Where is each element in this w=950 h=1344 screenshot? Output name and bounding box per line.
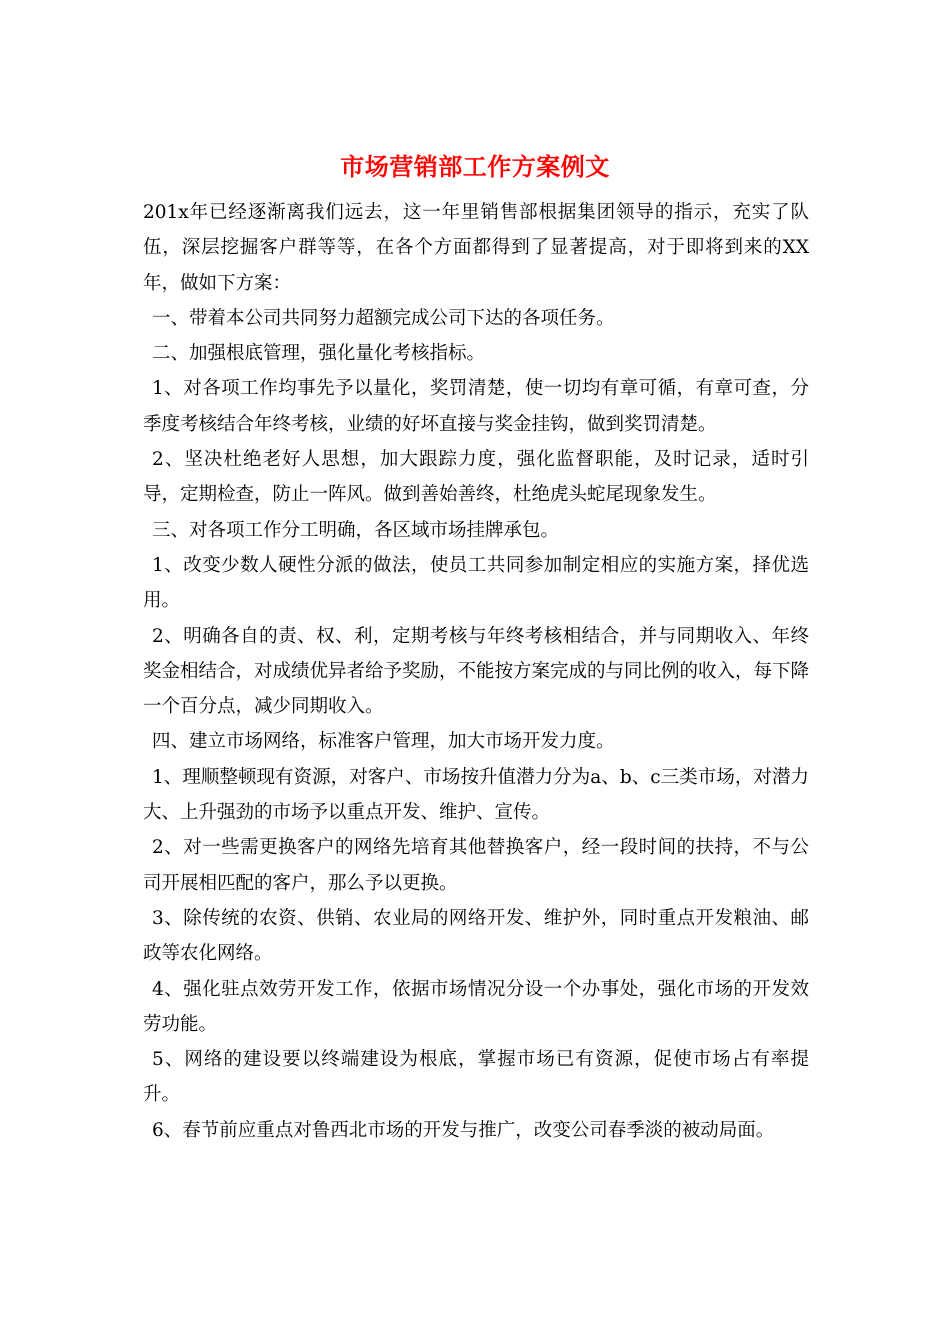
paragraph-item: 5、网络的建设要以终端建设为根底，掌握市场已有资源，促使市场占有率提升。 bbox=[143, 1049, 809, 1106]
paragraph-item: 3、除传统的农资、供销、农业局的网络开发、维护外，同时重点开发粮油、邮政等农化网络。 bbox=[143, 907, 809, 965]
paragraph-item: 4、强化驻点效劳开发工作，依据市场情况分设一个办事处，强化市场的开发效劳功能。 bbox=[143, 978, 809, 1035]
paragraph-intro: 201x年已经逐渐离我们远去，这一年里销售部根据集团领导的指示，充实了队伍，深层挖掘客户群等等，在各个方面都得到了显著提高，对于即将到来的XX年，做如下方案： bbox=[143, 202, 809, 294]
paragraph-item: 6、春节前应重点对鲁西北市场的开发与推广，改变公司春季淡的被动局面。 bbox=[152, 1119, 775, 1141]
document-title: 市场营销部工作方案例文 bbox=[340, 152, 610, 181]
paragraph-section-2: 二、加强根底管理，强化量化考核指标。 bbox=[152, 343, 486, 365]
paragraph-item: 1、改变少数人硬性分派的做法，使员工共同参加制定相应的实施方案，择优选用。 bbox=[143, 554, 809, 612]
paragraph-item: 2、坚决杜绝老好人思想，加大跟踪力度，强化监督职能，及时记录，适时引导，定期检查，防止一阵风。做到善始善终，杜绝虎头蛇尾现象发生。 bbox=[143, 449, 809, 506]
document-body bbox=[143, 195, 809, 1148]
paragraph-section-1: 一、带着本公司共同努力超额完成公司下达的各项任务。 bbox=[152, 307, 615, 329]
paragraph-item: 1、理顺整顿现有资源，对客户、市场按升值潜力分为a、b、c三类市场，对潜力大、上升强劲的市场予以重点开发、维护、宣传。 bbox=[143, 766, 809, 824]
paragraph-item: 2、明确各自的责、权、利，定期考核与年终考核相结合，并与同期收入、年终奖金相结合，对成绩优异者给予奖励，不能按方案完成的与同比例的收入，每下降一个百分点，减少同期收入。 bbox=[143, 625, 810, 718]
paragraph-item: 1、对各项工作均事先予以量化，奖罚清楚，使一切均有章可循，有章可查，分季度考核结合年终考核，业绩的好坏直接与奖金挂钩，做到奖罚清楚。 bbox=[143, 378, 809, 435]
paragraph-section-3: 三、对各项工作分工明确，各区域市场挂牌承包。 bbox=[152, 519, 560, 541]
paragraph-section-4: 四、建立市场网络，标准客户管理，加大市场开发力度。 bbox=[152, 731, 615, 753]
paragraph-item: 2、对一些需更换客户的网络先培育其他替换客户，经一段时间的扶持，不与公司开展相匹配的客户，那么予以更换。 bbox=[143, 837, 809, 894]
